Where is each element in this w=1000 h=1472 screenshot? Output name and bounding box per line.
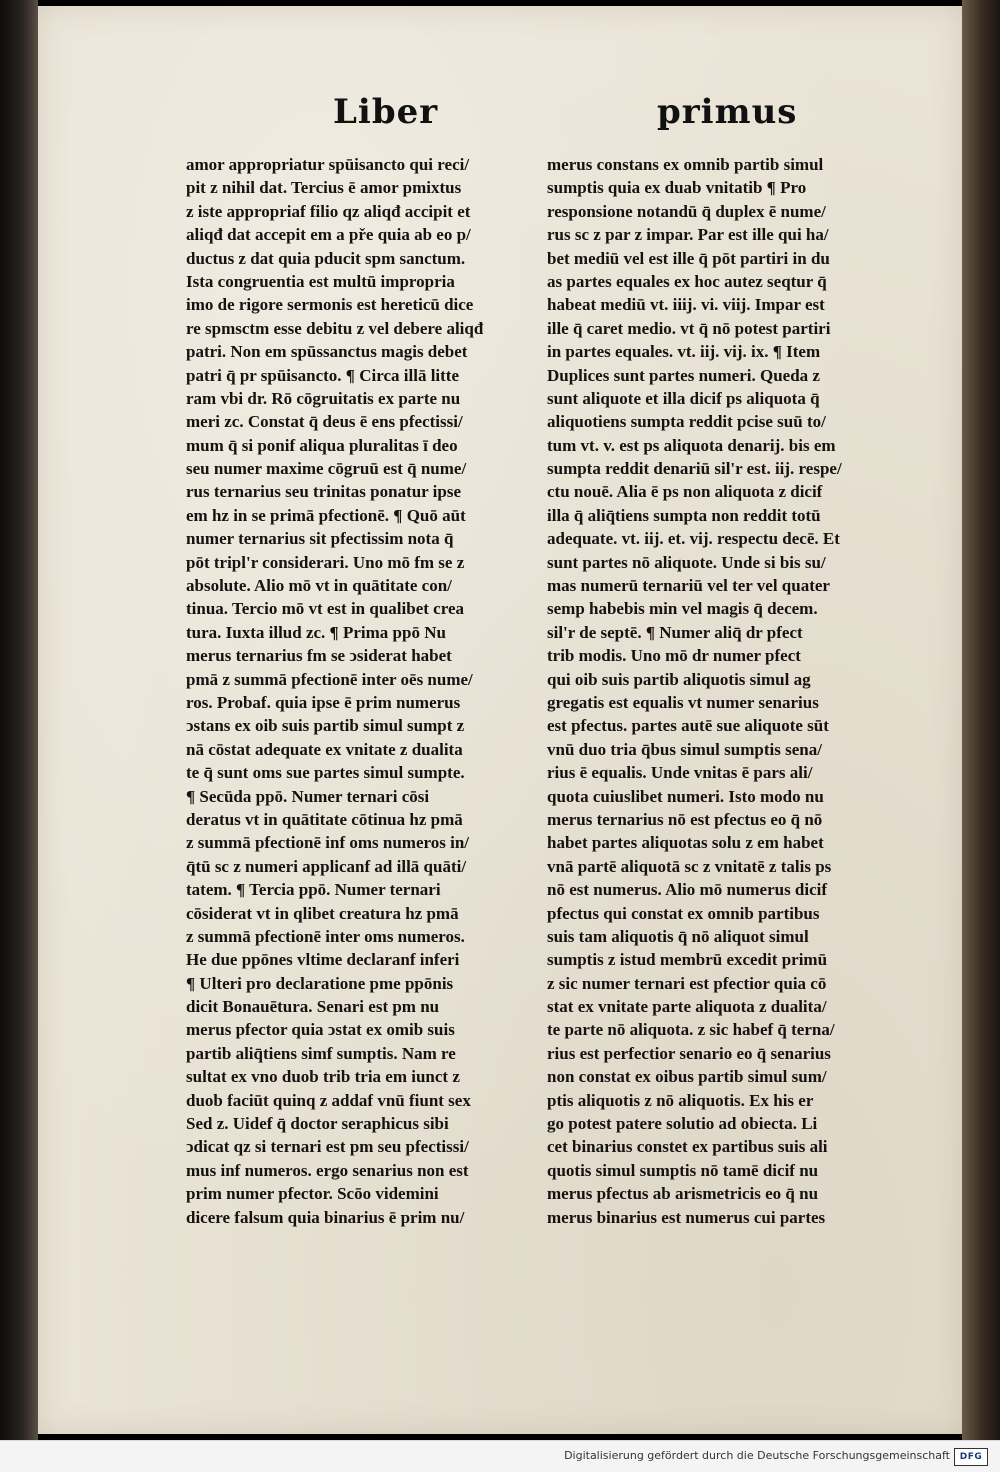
text-line: seu numer maxime cōgruū est q̄ nume/ bbox=[186, 459, 467, 479]
text-line: sil'r de septē. ¶ Numer aliq̄ dr pfect bbox=[547, 622, 803, 642]
text-line: semp habebis min vel magis q̄ decem. bbox=[547, 599, 818, 619]
text-line: in partes equales. vt. iij. vij. ix. ¶ Item bbox=[547, 342, 821, 362]
text-line: illa q̄ aliq̄tiens sumpta non reddit totū bbox=[547, 505, 821, 525]
text-line: trib modis. Uno mō dr numer pfect bbox=[547, 646, 801, 666]
book-spine-shadow bbox=[0, 0, 38, 1440]
text-line: quotis simul sumptis nō tamē dicif nu bbox=[547, 1160, 819, 1180]
text-line: ↄdicat qz si ternari est pm seu pfectissi/ bbox=[186, 1137, 469, 1157]
text-line: pmā z summā pfectionē inter oēs nume/ bbox=[186, 669, 473, 689]
text-line: as partes equales ex hoc autez seqtur q̄ bbox=[547, 271, 827, 291]
text-line: re spmsctm esse debitu z vel debere aliqđ bbox=[186, 318, 484, 338]
text-line: Ista congruentia est multū impropria bbox=[186, 271, 455, 291]
text-column-right bbox=[547, 153, 943, 1229]
book-edge-shadow bbox=[962, 0, 1000, 1440]
text-line: te parte nō aliquota. z sic habef q̄ terna/ bbox=[547, 1020, 835, 1040]
text-line: ctu nouē. Alia ē ps non aliquota z dicif bbox=[547, 482, 823, 502]
text-line: merus ternarius fm se ↄsiderat habet bbox=[186, 646, 452, 666]
text-line: ros. Probaf. quia ipse ē prim numerus bbox=[186, 692, 461, 712]
text-column-left bbox=[186, 153, 568, 1229]
text-line: z sic numer ternari est pfectior quia cō bbox=[547, 973, 827, 993]
text-line: imo de rigore sermonis est hereticū dice bbox=[186, 295, 474, 315]
text-line: pōt tripl'r considerari. Uno mō fm se z bbox=[186, 552, 465, 572]
text-line: non constat ex oibus partib simul sum/ bbox=[547, 1067, 827, 1087]
text-line: vnā partē aliquotā sc z vnitatē z talis ps bbox=[547, 856, 832, 876]
text-line: dicit Bonauētura. Senari est pm nu bbox=[186, 997, 440, 1017]
text-line: bet mediū vel est ille q̄ pōt partiri in du bbox=[547, 248, 830, 268]
text-line: responsione notandū q̄ duplex ē nume/ bbox=[547, 201, 826, 221]
text-line: em hz in se primā pfectionē. ¶ Quō aūt bbox=[186, 505, 466, 525]
text-line: cōsiderat vt in qlibet creatura hz pmā bbox=[186, 903, 459, 923]
text-line: mus inf numeros. ergo senarius non est bbox=[186, 1160, 469, 1180]
text-line: nā cōstat adequate ex vnitate z dualita bbox=[186, 739, 463, 759]
text-line: partib aliq̄tiens simf sumptis. Nam re bbox=[186, 1043, 456, 1063]
dfg-logo: DFG bbox=[954, 1448, 988, 1466]
text-line: quota cuiuslibet numeri. Isto modo nu bbox=[547, 786, 824, 806]
text-line: He due ppōnes vltime declaranf inferi bbox=[186, 950, 460, 970]
text-line: patri. Non em spūssanctus magis debet bbox=[186, 342, 468, 362]
text-line: merus pfector quia ↄstat ex omib suis bbox=[186, 1020, 455, 1040]
text-line: sumpta reddit denariū sil'r est. iij. respe/ bbox=[547, 459, 842, 479]
text-line: tum vt. v. est ps aliquota denarij. bis em bbox=[547, 435, 836, 455]
text-line: rus sc z par z impar. Par est ille qui ha/ bbox=[547, 225, 829, 245]
text-line: duob faciūt quinq z addaf vnū fiunt sex bbox=[186, 1090, 471, 1110]
text-line: sultat ex vno duob trib tria em iunct z bbox=[186, 1067, 460, 1087]
text-line: Sed z. Uidef q̄ doctor seraphicus sibi bbox=[186, 1114, 449, 1134]
text-line: merus pfectus ab arismetricis eo q̄ nu bbox=[547, 1184, 819, 1204]
text-line: habeat mediū vt. iiij. vi. viij. Impar est bbox=[547, 295, 825, 315]
text-line: tatem. ¶ Tercia ppō. Numer ternari bbox=[186, 880, 441, 900]
text-line: aliquotiens sumpta reddit pcise suū to/ bbox=[547, 412, 826, 432]
text-line: ille q̄ caret medio. vt q̄ nō potest partiri bbox=[547, 318, 831, 338]
text-line: prim numer pfector. Scōo videmini bbox=[186, 1184, 439, 1204]
text-line: est pfectus. partes autē sue aliquote sūt bbox=[547, 716, 829, 736]
text-line: habet partes aliquotas solu z em habet bbox=[547, 833, 824, 853]
text-line: mum q̄ si ponif aliqua pluralitas ī deo bbox=[186, 435, 458, 455]
text-line: ductus z dat quia pducit spm sanctum. bbox=[186, 248, 466, 268]
text-line: sumptis quia ex duab vnitatib ¶ Pro bbox=[547, 178, 807, 198]
text-line: merus binarius est numerus cui partes bbox=[547, 1207, 826, 1227]
text-line: meri zc. Constat q̄ deus ē ens pfectissi/ bbox=[186, 412, 463, 432]
text-line: rius est perfectior senario eo q̄ senarius bbox=[547, 1043, 831, 1063]
text-line: ↄstans ex oib suis partib simul sumpt z bbox=[186, 716, 465, 736]
text-line: cet binarius constet ex partibus suis ali bbox=[547, 1137, 828, 1157]
text-line: z iste appropriaf filio qz aliqđ accipit et bbox=[186, 201, 471, 221]
text-line: numer ternarius sit pfectissim nota q̄ bbox=[186, 529, 454, 549]
text-line: patri q̄ pr spūisancto. ¶ Circa illā litte bbox=[186, 365, 460, 385]
text-line: sunt aliquote et illa dicif ps aliquota q̄ bbox=[547, 388, 820, 408]
text-line: tinua. Tercio mō vt est in qualibet crea bbox=[186, 599, 464, 619]
funding-credit: Digitalisierung gefördert durch die Deutsche Forschungsgemeinschaft bbox=[564, 1449, 950, 1462]
text-line: ¶ Ulteri pro declaratione pme ppōnis bbox=[186, 973, 454, 993]
text-line: Duplices sunt partes numeri. Queda z bbox=[547, 365, 820, 385]
text-line: absolute. Alio mō vt in quātitate con/ bbox=[186, 576, 452, 596]
text-line: go potest patere solutio ad obiecta. Li bbox=[547, 1114, 818, 1134]
text-line: rius ē equalis. Unde vnitas ē pars ali/ bbox=[547, 763, 813, 783]
text-line: ram vbi dr. Rō cōgruitatis ex parte nu bbox=[186, 388, 461, 408]
text-line: suis tam aliquotis q̄ nō aliquot simul bbox=[547, 926, 809, 946]
text-line: rus ternarius seu trinitas ponatur ipse bbox=[186, 482, 462, 502]
text-line: pit z nihil dat. Tercius ē amor pmixtus bbox=[186, 178, 462, 198]
text-line: q̄tū sc z numeri applicanf ad illā quāti/ bbox=[186, 856, 467, 876]
text-line: amor appropriatur spūisancto qui reci/ bbox=[186, 155, 470, 174]
text-line: vnū duo tria q̄bus simul sumptis sena/ bbox=[547, 739, 822, 759]
text-line: gregatis est equalis vt numer senarius bbox=[547, 692, 819, 712]
text-line: ptis aliquotis z nō aliquotis. Ex his er bbox=[547, 1090, 814, 1110]
text-line: mas numerū ternariū vel ter vel quater bbox=[547, 576, 830, 596]
text-line: sunt partes nō aliquote. Unde si bis su/ bbox=[547, 552, 826, 572]
text-line: nō est numerus. Alio mō numerus dicif bbox=[547, 880, 828, 900]
text-line: dicere falsum quia binarius ē prim nu/ bbox=[186, 1207, 465, 1227]
text-line: sumptis z istud membrū excedit primū bbox=[547, 950, 828, 970]
text-line: stat ex vnitate parte aliquota z dualita/ bbox=[547, 997, 827, 1017]
running-head-left: Liber bbox=[333, 92, 439, 132]
text-line: z summā pfectionē inf oms numeros in/ bbox=[186, 833, 470, 853]
text-line: aliqđ dat accepit em a pře quia ab eo p/ bbox=[186, 225, 471, 245]
text-line: z summā pfectionē inter oms numeros. bbox=[186, 926, 465, 946]
text-line: deratus vt in quātitate cōtinua hz pmā bbox=[186, 809, 463, 829]
text-line: merus constans ex omnib partib simul bbox=[547, 155, 824, 174]
text-line: tura. Iuxta illud zc. ¶ Prima ppō Nu bbox=[186, 622, 446, 642]
footer-bar bbox=[0, 1440, 1000, 1472]
running-head-right: primus bbox=[657, 92, 798, 132]
text-line: qui oib suis partib aliquotis simul ag bbox=[547, 669, 811, 689]
text-line: ¶ Secūda ppō. Numer ternari cōsi bbox=[186, 786, 430, 806]
text-line: pfectus qui constat ex omnib partibus bbox=[547, 903, 820, 923]
text-line: merus ternarius nō est pfectus eo q̄ nō bbox=[547, 809, 823, 829]
text-line: te q̄ sunt oms sue partes simul sumpte. bbox=[186, 763, 465, 783]
text-line: adequate. vt. iij. et. vij. respectu decē. Et bbox=[547, 529, 840, 549]
